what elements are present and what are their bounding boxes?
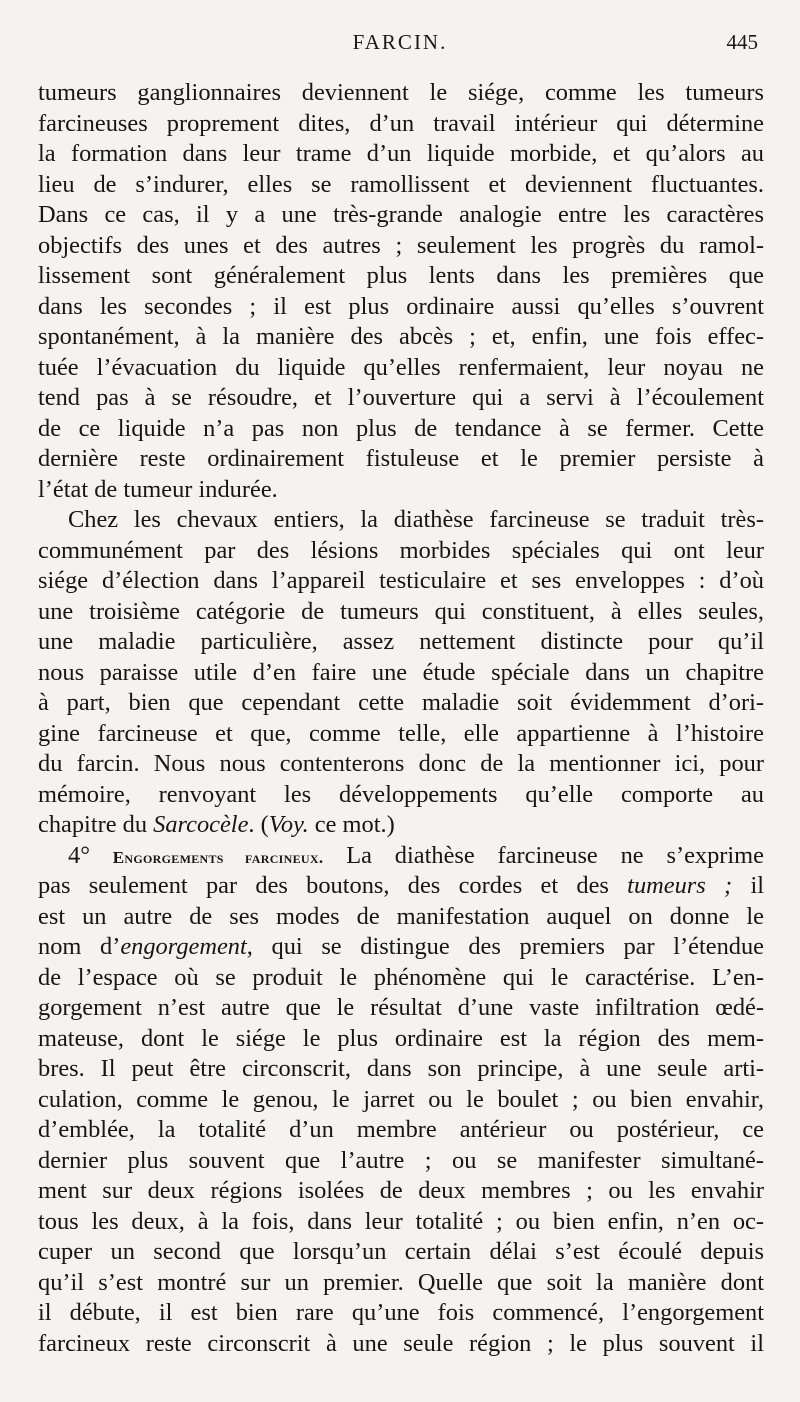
- text-line: dans les secondes ; il est plus ordinaire aussi qu’elles s’ouvrent: [38, 292, 764, 320]
- text-line: tumeurs ganglionnaires deviennent le siége, comme les tumeurs: [38, 79, 764, 106]
- text-line: mateuse, dont le siége le plus ordinaire est la région des mem-: [38, 1024, 764, 1052]
- text-line: d’emblée, la totalité d’un membre antérieur ou postérieur, ce: [38, 1116, 764, 1143]
- section-heading: Engorgements farcineux.: [112, 847, 324, 867]
- text-line: communément par des lésions morbides spéciales qui ont leur: [38, 536, 764, 564]
- text-line: la formation dans leur trame d’un liquide morbide, et qu’alors au: [38, 140, 764, 167]
- text-line: est un autre de ses modes de manifestation auquel on donne le: [38, 902, 764, 930]
- text-line: qu’il s’est montré sur un premier. Quelle que soit la manière dont: [38, 1268, 764, 1296]
- text-line: du farcin. Nous nous contenterons donc de la mentionner ici, pour: [38, 750, 764, 777]
- text-line: ment sur deux régions isolées de deux membres ; ou les envahir: [38, 1177, 764, 1204]
- text-line: dernier plus souvent que l’autre ; ou se manifester simultané-: [38, 1146, 764, 1174]
- text-line: une troisième catégorie de tumeurs qui constituent, à elles seules,: [38, 597, 764, 625]
- italic-text: tumeurs ;: [627, 872, 733, 899]
- text-fragment: pas seulement par des boutons, des cordes et des: [38, 872, 628, 899]
- text-line: lissement sont généralement plus lents dans les premières que: [38, 262, 764, 289]
- text-line: de ce liquide n’a pas non plus de tendance à se fermer. Cette: [38, 414, 764, 442]
- text-line: nous paraisse utile d’en faire une étude spéciale dans un chapitre: [38, 658, 764, 686]
- text-line: gine farcineuse et que, comme telle, elle appartienne à l’histoire: [38, 719, 764, 747]
- body-text: [38, 78, 764, 1359]
- text-line: cuper un second que lorsqu’un certain délai s’est écoulé depuis: [38, 1238, 764, 1265]
- text-line: Dans ce cas, il y a une très-grande analogie entre les caractères: [38, 201, 764, 228]
- text-line: [38, 932, 764, 963]
- text-line: l’état de tumeur indurée.: [38, 475, 278, 503]
- text-line: tend pas à se résoudre, et l’ouverture qui a servi à l’écoulement: [38, 384, 764, 411]
- text-line: [38, 871, 764, 902]
- running-title: FARCIN.: [352, 30, 448, 54]
- section-heading-line: [38, 841, 764, 872]
- text-line: gorgement n’est autre que le résultat d’une vaste infiltration œdé-: [38, 994, 764, 1021]
- text-line: mémoire, renvoyant les développements qu’elle comporte au: [38, 780, 764, 808]
- text-fragment: ce mot.): [308, 811, 395, 838]
- text-line: lieu de s’indurer, elles se ramollissent et deviennent fluctuantes.: [38, 170, 764, 198]
- text-line: il débute, il est bien rare qu’une fois commencé, l’engorgement: [38, 1299, 764, 1326]
- text-fragment: La diathèse farcineuse ne s’exprime: [323, 841, 764, 869]
- page-header: [0, 30, 800, 60]
- text-line: farcineux reste circonscrit à une seule région ; le plus souvent il: [38, 1329, 764, 1357]
- text-line: tous les deux, à la fois, dans leur totalité ; ou bien enfin, n’en oc-: [38, 1207, 764, 1235]
- text-line: [38, 810, 764, 841]
- text-line: de l’espace où se produit le phénomène qui le caractérise. L’en-: [38, 963, 764, 991]
- text-line: une maladie particulière, assez nettement distincte pour qu’il: [38, 628, 764, 655]
- text-line: bres. Il peut être circonscrit, dans son principe, à une seule arti-: [38, 1055, 764, 1082]
- text-line: culation, comme le genou, le jarret ou le boulet ; ou bien envahir,: [38, 1085, 764, 1113]
- text-fragment: . (: [248, 811, 269, 838]
- text-line: dernière reste ordinairement fistuleuse et le premier persiste à: [38, 445, 764, 472]
- text-line: objectifs des unes et des autres ; seulement les progrès du ramol-: [38, 231, 764, 259]
- text-fragment: nom d’: [38, 933, 121, 960]
- page-number: 445: [726, 30, 758, 54]
- text-fragment: chapitre du: [38, 811, 154, 838]
- text-line: spontanément, à la manière des abcès ; et, enfin, une fois effec-: [38, 323, 764, 350]
- italic-text: Voy.: [268, 811, 309, 838]
- italic-text: Sarcocèle: [153, 811, 249, 838]
- text-line: à part, bien que cependant cette maladie soit évidemment d’ori-: [38, 689, 764, 716]
- text-line: tuée l’évacuation du liquide qu’elles renfermaient, leur noyau ne: [38, 353, 764, 381]
- text-line: farcineuses proprement dites, d’un travail intérieur qui détermine: [38, 109, 764, 137]
- text-line: siége d’élection dans l’appareil testiculaire et ses enveloppes : d’où: [38, 567, 764, 594]
- text-fragment: il: [732, 872, 764, 899]
- text-line: Chez les chevaux entiers, la diathèse farcineuse se traduit très-: [68, 506, 764, 533]
- section-number: 4°: [68, 841, 90, 869]
- italic-text: engorgement: [120, 933, 247, 960]
- text-fragment: , qui se distingue des premiers par l’étendue: [246, 933, 764, 960]
